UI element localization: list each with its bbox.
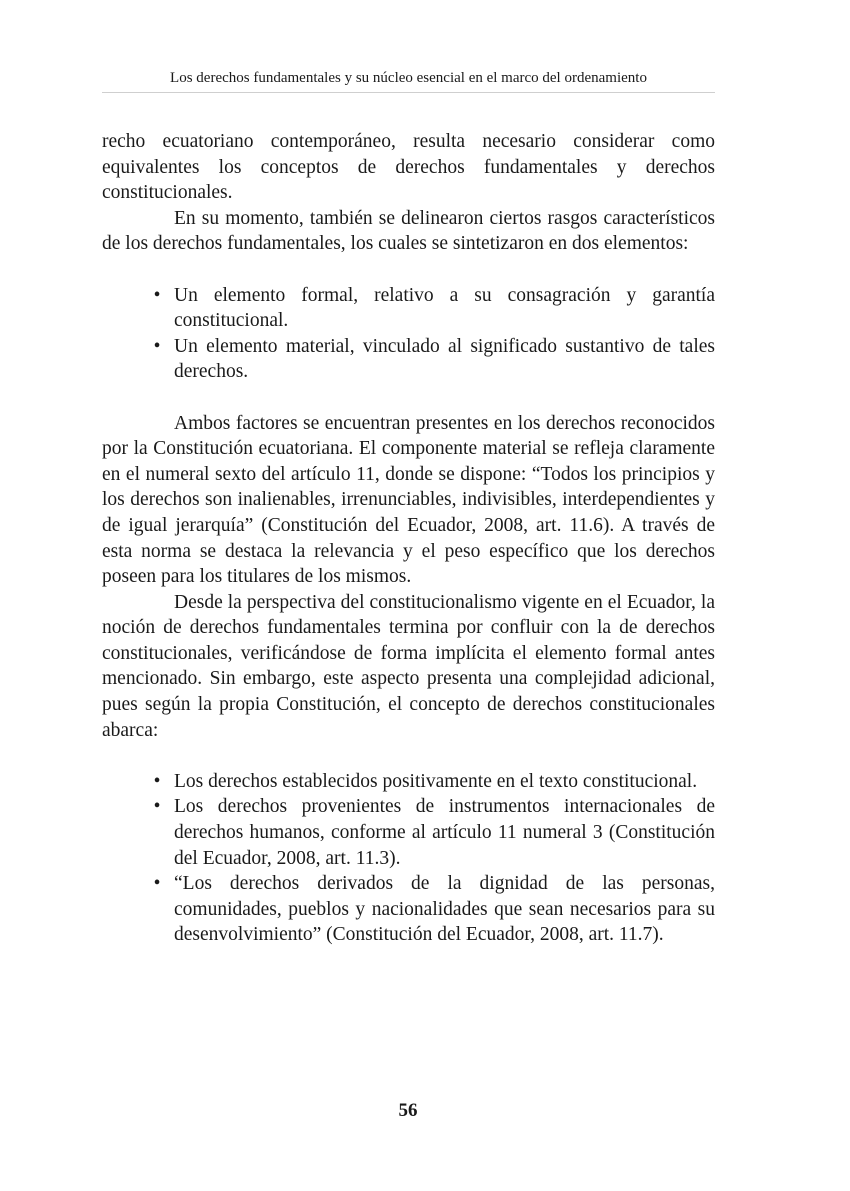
bullet-icon: •: [153, 335, 161, 357]
list-item-text: Un elemento material, vinculado al significado sustantivo de tales derechos.: [174, 335, 715, 383]
running-header: Los derechos fundamentales y su núcleo esencial en el marco del ordenamiento: [170, 70, 647, 86]
list-item-text: “Los derechos derivados de la dignidad de las personas, comunidades, pueblos y nacionalidades que sean necesarios para su desenvolvimiento” (Constitución del Ecuador, 2008, art. 11.7).: [174, 873, 715, 946]
spacer: [102, 257, 715, 283]
paragraph-perspective: Desde la perspectiva del constitucionalismo vigente en el Ecuador, la noción de derechos fundamentales termina por confluir con la de derechos constitucionales, verificándose de forma implícita el elemento formal antes mencionado. Sin embargo, este aspecto presenta una complejidad adicional, pues según la propia Constitución, el concepto de derechos constitucionales abarca:: [102, 591, 715, 741]
spacer: [102, 743, 715, 769]
bullet-icon: •: [153, 796, 161, 818]
spacer: [102, 385, 715, 411]
bullet-icon: •: [153, 873, 161, 895]
elements-list: [102, 283, 715, 385]
rights-list: [102, 769, 715, 948]
paragraph-continuation: recho ecuatoriano contemporáneo, resulta necesario considerar como equivalentes los conceptos de derechos fundamentales y derechos constitucionales.: [102, 131, 715, 204]
paragraph-elements-intro: En su momento, también se delinearon ciertos rasgos característicos de los derechos fundamentales, los cuales se sintetizaron en dos elementos:: [102, 207, 715, 255]
list-item: [153, 794, 715, 871]
list-item: [153, 871, 715, 948]
list-item: [153, 283, 715, 334]
list-item-text: Los derechos establecidos positivamente en el texto constitucional.: [174, 770, 698, 792]
list-item: [153, 769, 715, 795]
header-divider: [102, 92, 715, 93]
bullet-icon: •: [153, 770, 161, 792]
list-item-text: Un elemento formal, relativo a su consagración y garantía constitucional.: [174, 284, 715, 332]
page-body: [102, 129, 715, 948]
bullet-icon: •: [153, 284, 161, 306]
list-item: [153, 334, 715, 385]
list-item-text: Los derechos provenientes de instrumentos internacionales de derechos humanos, conforme al artículo 11 numeral 3 (Constitución del Ecuador, 2008, art. 11.3).: [174, 796, 715, 869]
page-number: 56: [398, 1100, 418, 1121]
paragraph-constitution: Ambos factores se encuentran presentes en los derechos reconocidos por la Constitución ecuatoriana. El componente material se refleja claramente en el numeral sexto del artículo 11, donde se dispone: “Todos los principios y los derechos son inalienables, irrenunciables, indivisibles, interdependientes y de igual jerarquía” (Constitución del Ecuador, 2008, art. 11.6). A través de esta norma se destaca la relevancia y el peso específico que los derechos poseen para los titulares de los mismos.: [102, 412, 715, 588]
